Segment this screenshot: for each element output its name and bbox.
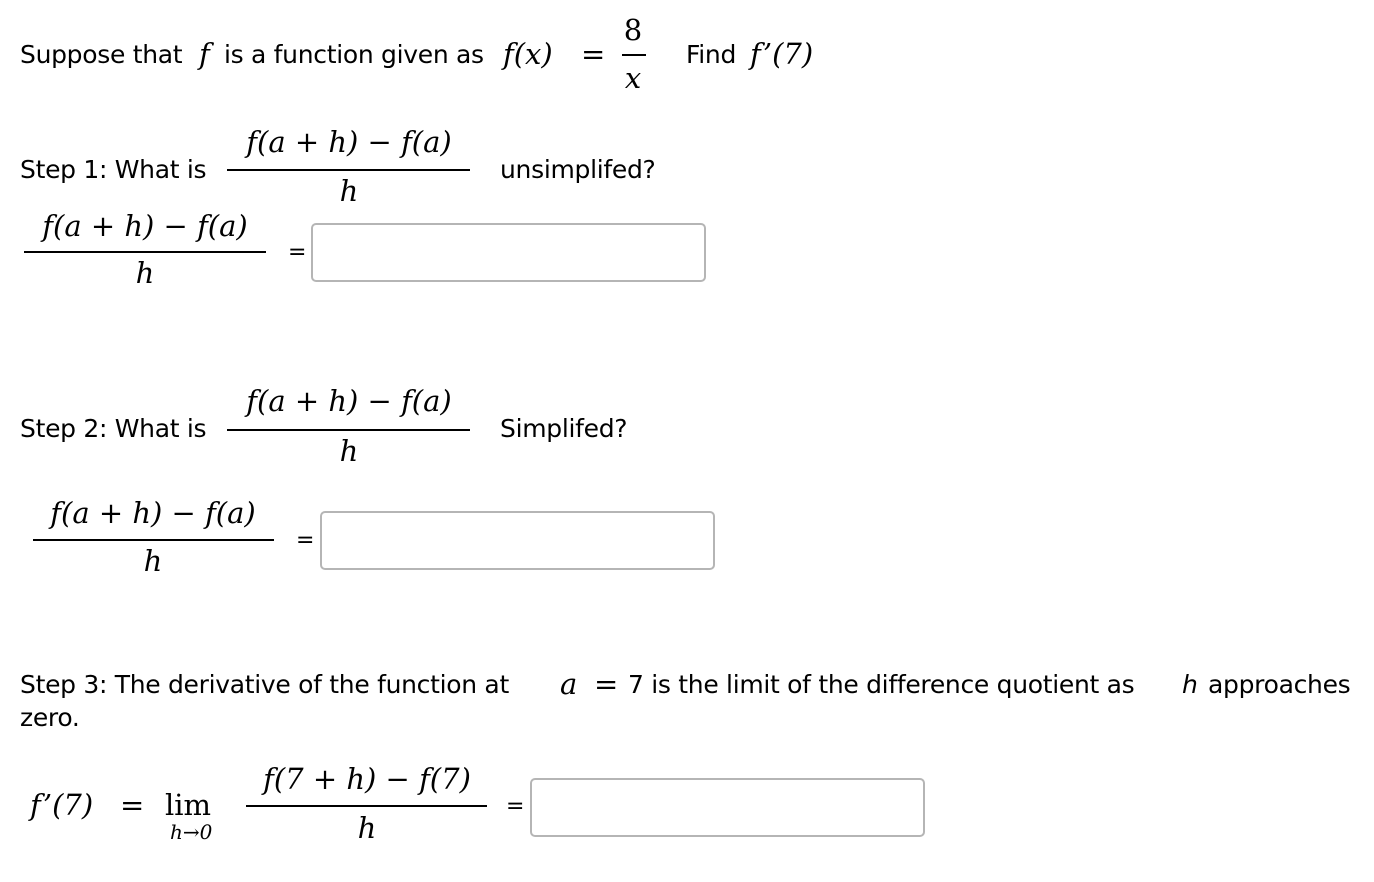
- find-text: Find: [686, 40, 737, 69]
- step3-h-variable: h: [1182, 670, 1198, 699]
- intro-mid-text: is a function given as: [224, 40, 484, 69]
- step1-fraction-bar: [227, 169, 470, 171]
- function-fraction-bar: [622, 54, 646, 56]
- step1-numerator: f(a + h) − f(a): [246, 125, 452, 159]
- step3-answer-input[interactable]: [530, 778, 925, 837]
- step3-text-end: approaches: [1208, 670, 1351, 699]
- step2-answer-denominator: h: [143, 544, 163, 578]
- step1-denominator: h: [339, 174, 359, 208]
- function-numerator: 8: [623, 13, 643, 47]
- step3-text-line2: zero.: [20, 703, 80, 732]
- step3-lhs-equals: =: [120, 788, 145, 822]
- step1-suffix: unsimplifed?: [500, 155, 656, 184]
- step2-answer-numerator: f(a + h) − f(a): [50, 496, 256, 530]
- step3-lim: lim: [165, 788, 212, 822]
- find-expression: f’(7): [750, 37, 814, 71]
- step3-fraction-bar: [246, 805, 487, 807]
- step1-label: Step 1: What is: [20, 155, 207, 184]
- step3-equals: =: [506, 794, 525, 819]
- step2-answer-fraction-bar: [33, 539, 274, 541]
- function-lhs: f(x): [503, 37, 553, 71]
- f-symbol: f: [199, 37, 210, 71]
- step2-equals: =: [296, 528, 315, 553]
- step1-answer-fraction-bar: [24, 251, 266, 253]
- step2-fraction-bar: [227, 429, 470, 431]
- step2-numerator: f(a + h) − f(a): [246, 384, 452, 418]
- step3-numerator: f(7 + h) − f(7): [263, 762, 471, 796]
- step1-answer-numerator: f(a + h) − f(a): [42, 209, 248, 243]
- step1-answer-input[interactable]: [311, 223, 706, 282]
- step2-denominator: h: [339, 434, 359, 468]
- step3-denominator: h: [357, 811, 377, 845]
- step3-lhs: f’(7): [30, 788, 94, 822]
- step3-equals-sign: =: [594, 667, 619, 701]
- step3-a-variable: a: [560, 667, 578, 701]
- step3-lim-subscript: h→0: [170, 820, 213, 844]
- step3-text-before: Step 3: The derivative of the function at: [20, 670, 509, 699]
- step3-text-after: 7 is the limit of the difference quotient as: [628, 670, 1135, 699]
- function-equals: =: [581, 37, 606, 71]
- intro-text: Suppose that: [20, 40, 183, 69]
- step1-answer-denominator: h: [135, 256, 155, 290]
- step2-label: Step 2: What is: [20, 414, 207, 443]
- function-denominator: x: [624, 61, 642, 95]
- step2-suffix: Simplifed?: [500, 414, 628, 443]
- step2-answer-input[interactable]: [320, 511, 715, 570]
- step1-equals: =: [288, 240, 307, 265]
